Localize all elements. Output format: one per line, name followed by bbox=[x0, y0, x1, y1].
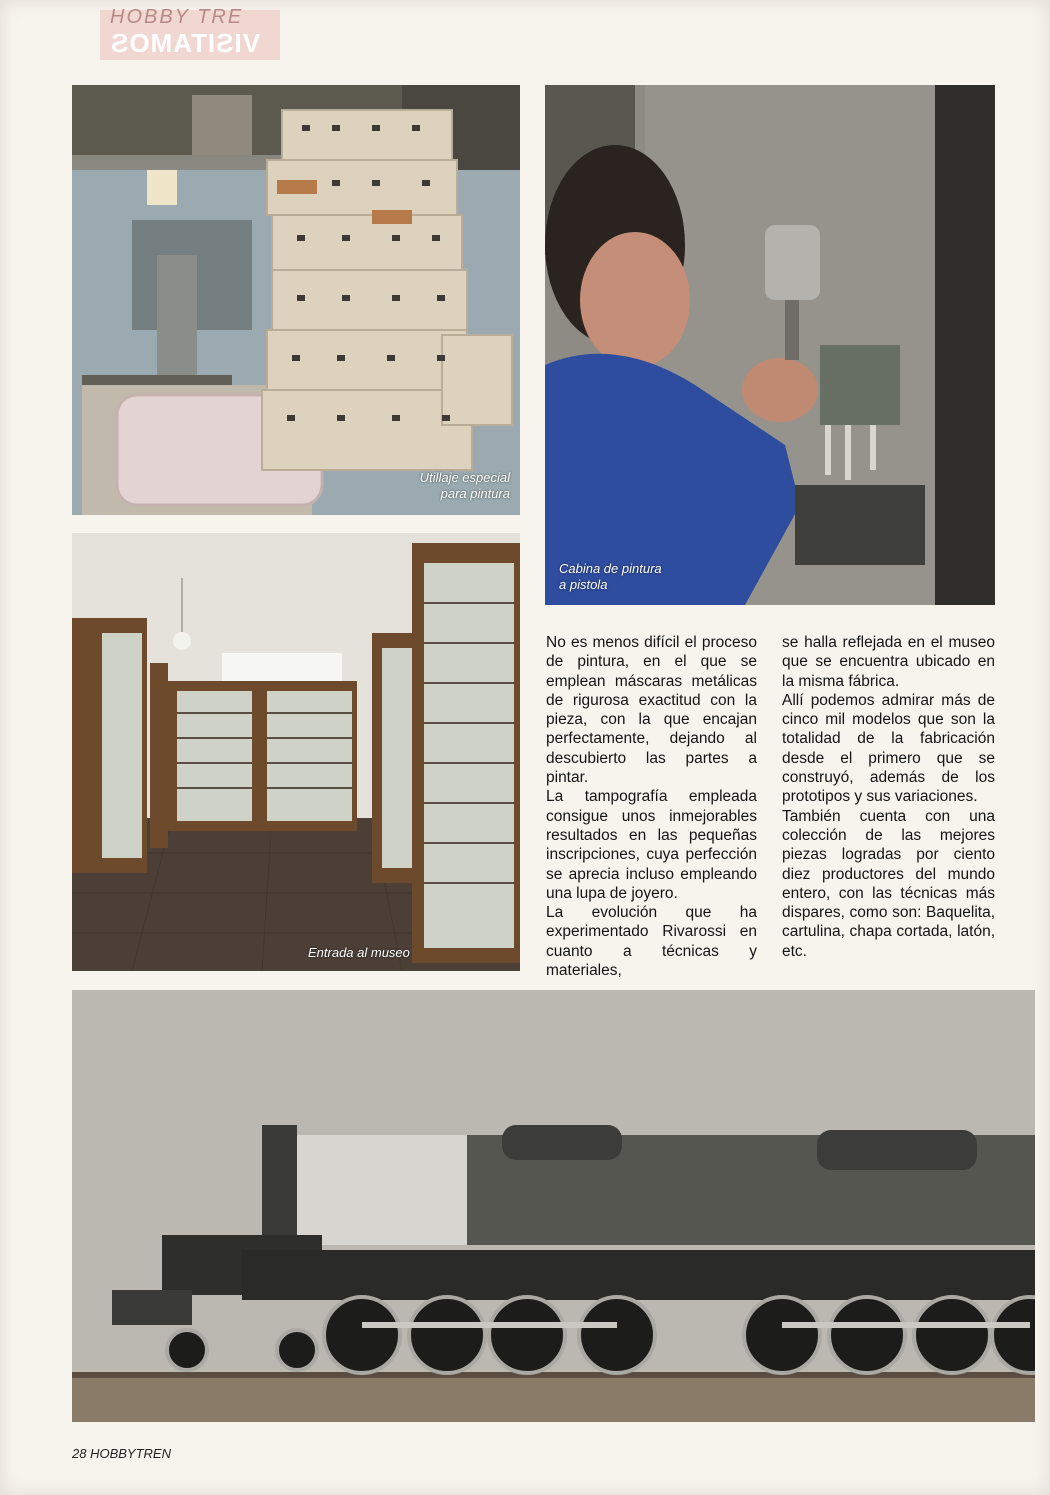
photo-painting-jigs-caption bbox=[420, 470, 510, 502]
photo-museum-entrance bbox=[72, 533, 520, 971]
photo-museum-entrance-illustration bbox=[72, 533, 520, 971]
article-column-2 bbox=[782, 633, 995, 961]
section-heading-bleedthrough: VISITAMOS bbox=[110, 28, 261, 58]
article-paragraph: Allí podemos admirar más de cinco mil modelos que son la totalidad de la fabricación desde el primero que se construyó, además de los prototipos y sus variaciones. bbox=[782, 691, 995, 806]
article-column-1 bbox=[546, 633, 757, 980]
photo-locomotive-model bbox=[72, 990, 1035, 1422]
photo-spray-booth-illustration bbox=[545, 85, 995, 605]
article-paragraph: No es menos difícil el proceso de pintura, en el que se emplean máscaras metálicas de rigurosa exactitud con la pieza, con la que encajan perfectamente, dejando al descubierto las partes a pintar. bbox=[546, 634, 757, 787]
article-paragraph: La evolución que ha experimentado Rivarossi en cuanto a técnicas y materiales, bbox=[546, 904, 757, 980]
photo-painting-jigs-illustration bbox=[72, 85, 520, 515]
article-paragraph: se halla reflejada en el museo que se encuentra ubicado en la misma fábrica. bbox=[782, 634, 995, 690]
photo-locomotive-model-illustration bbox=[72, 990, 1035, 1422]
photo-museum-entrance-caption: Entrada al museo bbox=[308, 945, 410, 960]
caption-line: Utillaje especial bbox=[419, 470, 510, 485]
stamp-handwritten-text: HOBBY TRE bbox=[110, 6, 244, 28]
article-paragraph: La tampografía empleada consigue unos inmejorables resultados en las pequeñas inscripciones, cuya perfección se aprecia incluso empleando una lupa de joyero. bbox=[546, 788, 757, 902]
article-paragraph: También cuenta con una colección de las mejores piezas logradas por ciento diez productores del mundo entero, con las técnicas más dispares, como son: Baquelita, cartulina, chapa cortada, latón, etc. bbox=[782, 807, 995, 960]
page-folio: 28 HOBBYTREN bbox=[72, 1446, 171, 1461]
caption-line: para pintura bbox=[440, 486, 510, 501]
photo-painting-jigs bbox=[72, 85, 520, 515]
photo-spray-booth bbox=[545, 85, 995, 605]
caption-line: Cabina de pintura bbox=[559, 561, 662, 576]
caption-line: a pistola bbox=[559, 577, 608, 592]
photo-spray-booth-caption bbox=[559, 561, 662, 593]
